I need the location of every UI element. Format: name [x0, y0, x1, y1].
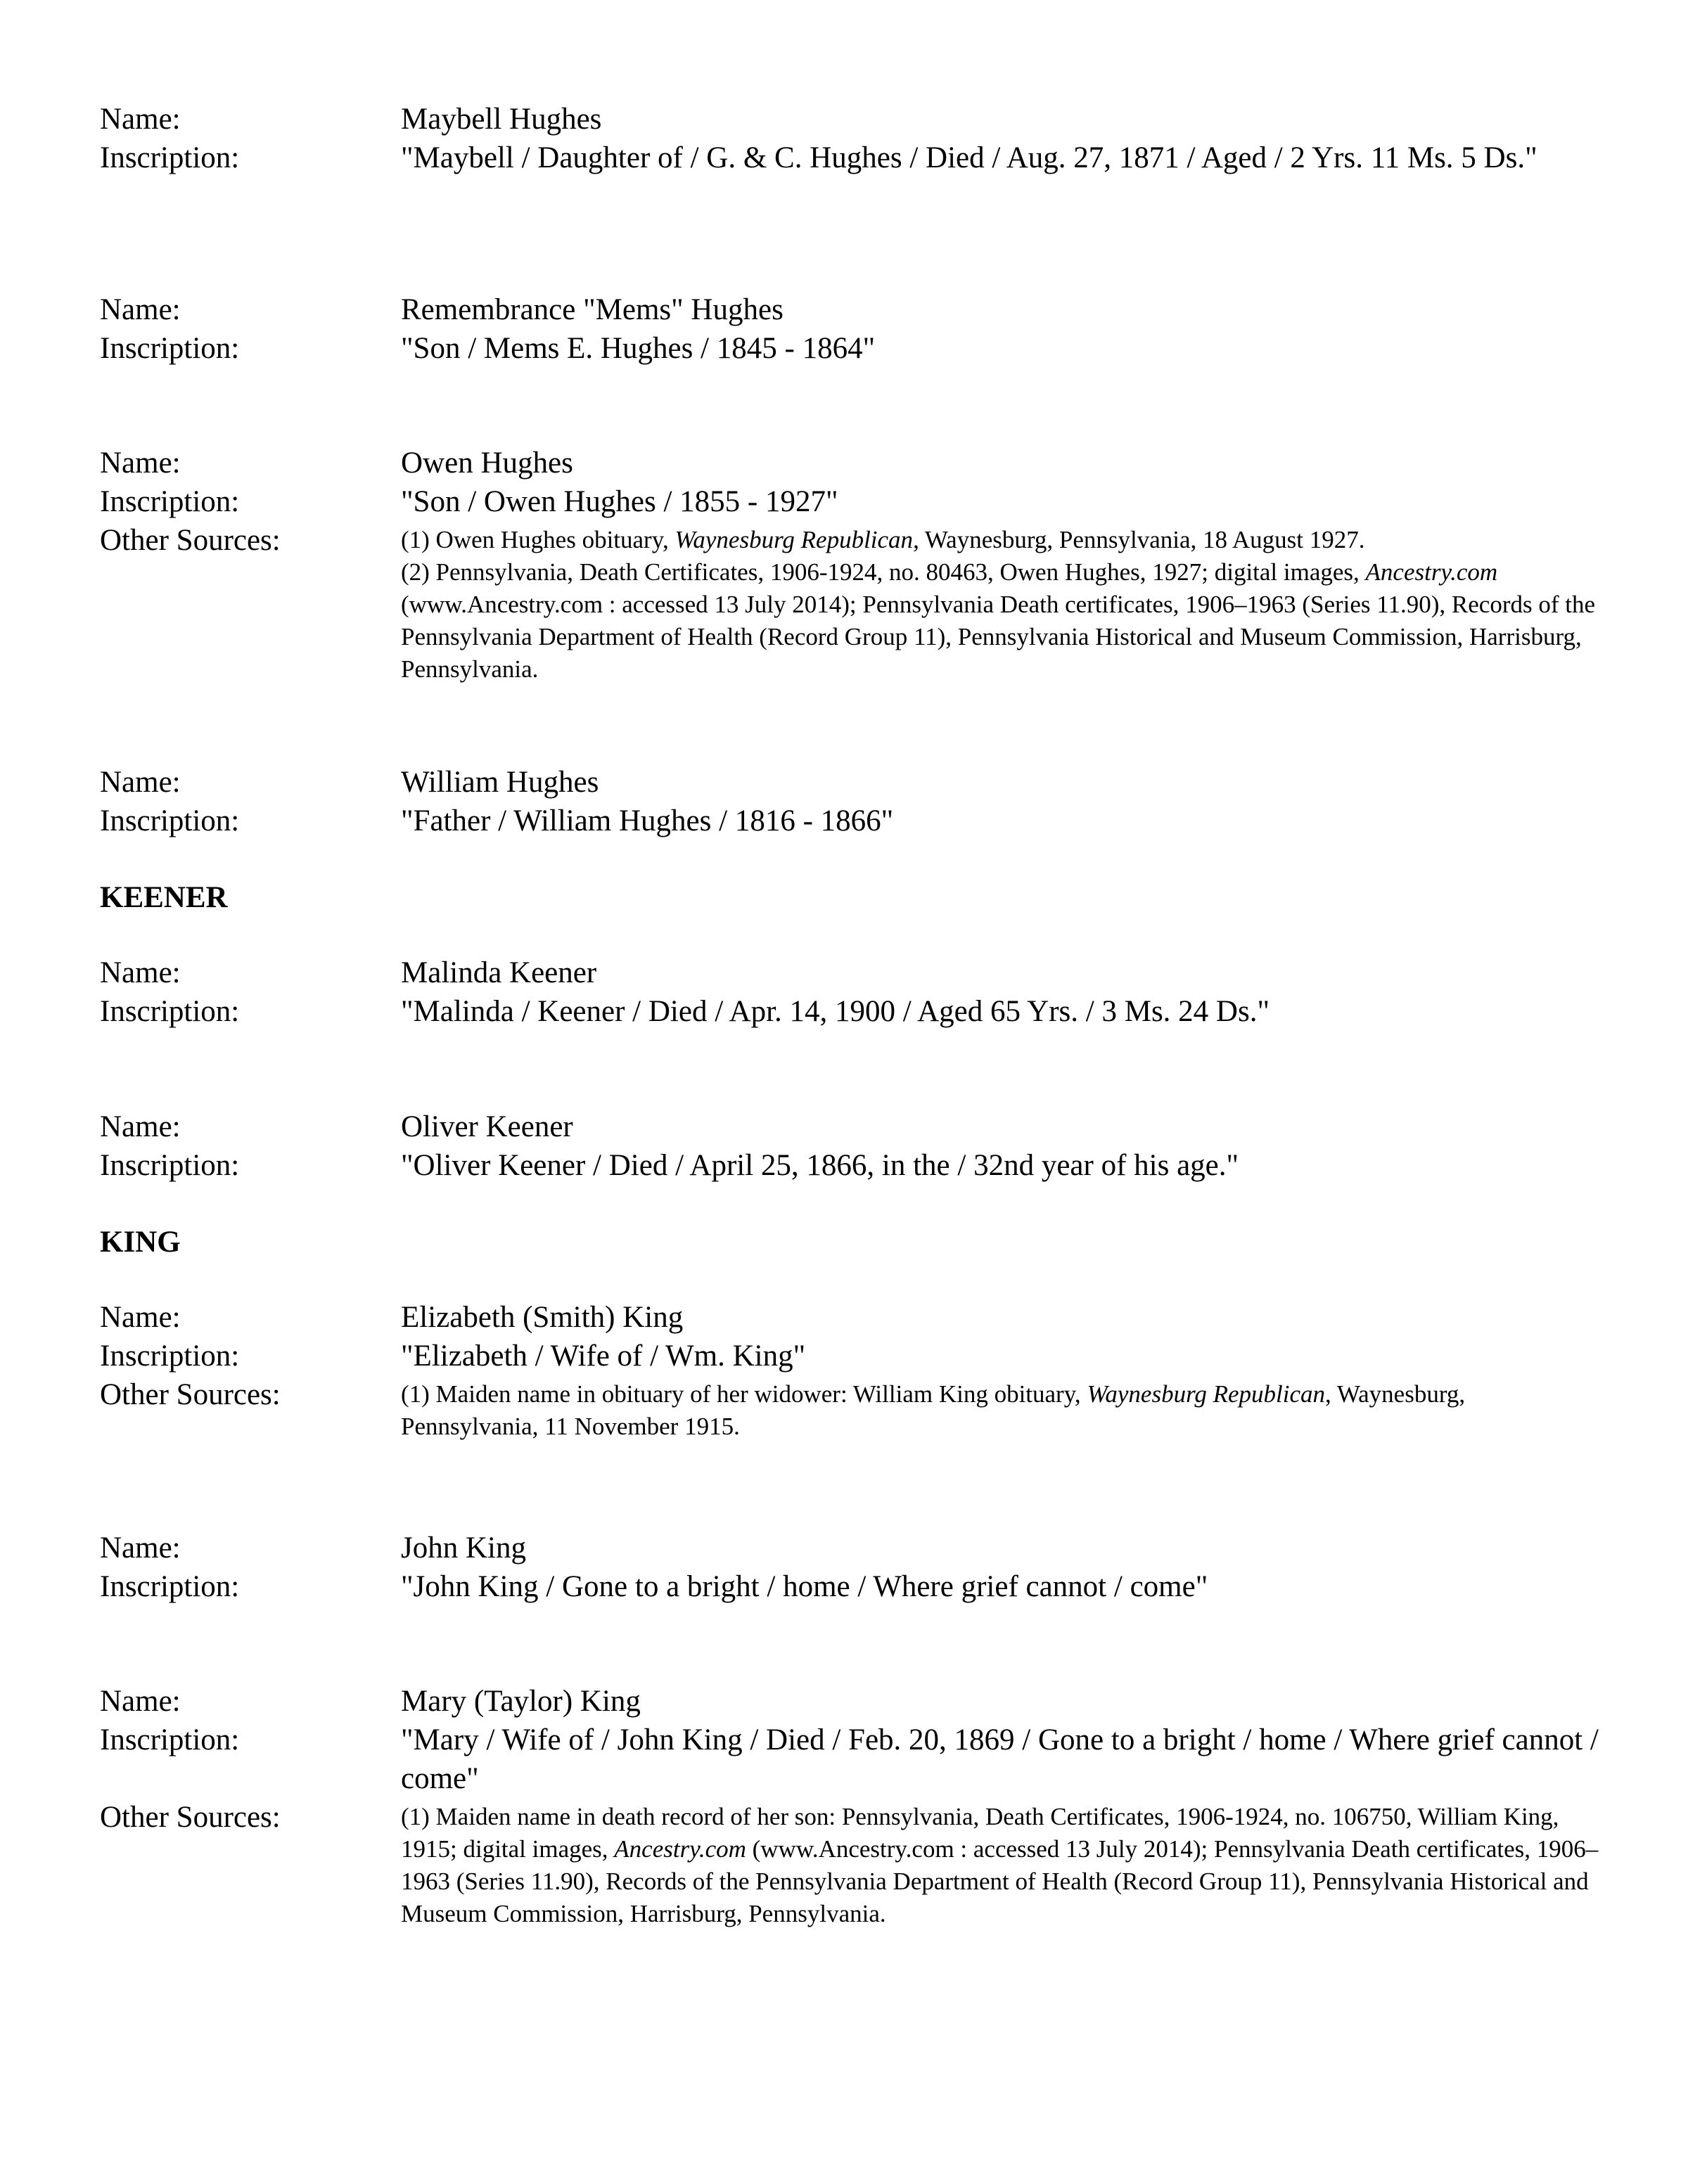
entry-inscription: "Malinda / Keener / Died / Apr. 14, 1900 / Aged 65 Yrs. / 3 Ms. 24 Ds." [401, 995, 1270, 1028]
entry-name: Elizabeth (Smith) King [401, 1301, 684, 1334]
entry-inscription: "Maybell / Daughter of / G. & C. Hughes / Died / Aug. 27, 1871 / Aged / 2 Yrs. 11 Ms. 5 Ds." [401, 141, 1537, 174]
entry-name: Remembrance "Mems" Hughes [401, 293, 784, 326]
other-sources-label: Other Sources: [100, 1378, 281, 1411]
source-2: (2) Pennsylvania, Death Certificates, 1906-1924, no. 80463, Owen Hughes, 1927; digital images, Ancestry.com (www.Ancestry.com : accessed 13 July 2014); Pennsylvania Death certificates, 1906–1963 (Series 11.90), Records of the Pennsylvania Department of Health (Record Group 11), Pennsylvania Historical and Museum Commission, Harrisburg, Pennsylvania. [401, 558, 1596, 683]
entry-mems-hughes [100, 290, 1605, 368]
name-label: Name: [100, 1531, 181, 1565]
entry-john-king [100, 1529, 1605, 1606]
other-sources-label: Other Sources: [100, 1801, 281, 1834]
entry-william-hughes [100, 763, 1605, 840]
name-label: Name: [100, 447, 181, 480]
name-label: Name: [100, 1685, 181, 1718]
inscription-label: Inscription: [100, 485, 240, 518]
name-label: Name: [100, 293, 181, 326]
source-1: (1) Owen Hughes obituary, Waynesburg Republican, Waynesburg, Pennsylvania, 18 August 1927. [401, 526, 1365, 553]
other-sources-text [401, 521, 1605, 686]
section-heading-keener: KEENER [100, 881, 228, 914]
entry-inscription: "Mary / Wife of / John King / Died / Feb. 20, 1869 / Gone to a bright / home / Where grief cannot / come" [401, 1723, 1599, 1795]
entry-inscription: "Oliver Keener / Died / April 25, 1866, in the / 32nd year of his age." [401, 1149, 1239, 1182]
inscription-label: Inscription: [100, 995, 240, 1028]
entry-inscription: "Father / William Hughes / 1816 - 1866" [401, 804, 894, 837]
entry-name: Malinda Keener [401, 956, 597, 989]
other-sources-text [401, 1798, 1605, 1930]
entry-oliver-keener [100, 1107, 1605, 1185]
source-1: (1) Maiden name in death record of her son: Pennsylvania, Death Certificates, 1906-1924, no. 106750, William King, 1915; digital images, Ancestry.com (www.Ancestry.com : accessed 13 July 2014); Pennsylvania Death certificates, 1906–1963 (Series 11.90), Records of the Pennsylvania Department of Health (Record Group 11), Pennsylvania Historical and Museum Commission, Harrisburg, Pennsylvania. [401, 1803, 1599, 1927]
entry-name: Mary (Taylor) King [401, 1685, 641, 1718]
inscription-label: Inscription: [100, 332, 240, 365]
entry-name: Owen Hughes [401, 447, 573, 480]
other-sources-label: Other Sources: [100, 524, 281, 557]
entry-maybell-hughes [100, 100, 1605, 177]
name-label: Name: [100, 956, 181, 989]
inscription-label: Inscription: [100, 141, 240, 174]
name-label: Name: [100, 1110, 181, 1143]
entry-name: Maybell Hughes [401, 103, 602, 136]
inscription-label: Inscription: [100, 1149, 240, 1182]
other-sources-text [401, 1375, 1605, 1443]
entry-name: Oliver Keener [401, 1110, 573, 1143]
entry-inscription: "Son / Mems E. Hughes / 1845 - 1864" [401, 332, 876, 365]
entry-owen-hughes [100, 444, 1605, 686]
entry-malinda-keener [100, 953, 1605, 1031]
name-label: Name: [100, 766, 181, 799]
inscription-label: Inscription: [100, 804, 240, 837]
entry-inscription: "Elizabeth / Wife of / Wm. King" [401, 1340, 806, 1373]
inscription-label: Inscription: [100, 1570, 240, 1603]
section-heading-king: KING [100, 1226, 181, 1259]
entry-name: William Hughes [401, 766, 599, 799]
inscription-label: Inscription: [100, 1723, 240, 1756]
inscription-label: Inscription: [100, 1340, 240, 1373]
name-label: Name: [100, 103, 181, 136]
source-1: (1) Maiden name in obituary of her widower: William King obituary, Waynesburg Republican, Waynesburg, Pennsylvania, 11 November 1915. [401, 1380, 1466, 1440]
entry-inscription: "Son / Owen Hughes / 1855 - 1927" [401, 485, 838, 518]
name-label: Name: [100, 1301, 181, 1334]
entry-inscription: "John King / Gone to a bright / home / Where grief cannot / come" [401, 1570, 1208, 1603]
entry-name: John King [401, 1531, 526, 1565]
entry-mary-king [100, 1682, 1605, 1930]
entry-elizabeth-king [100, 1298, 1605, 1443]
